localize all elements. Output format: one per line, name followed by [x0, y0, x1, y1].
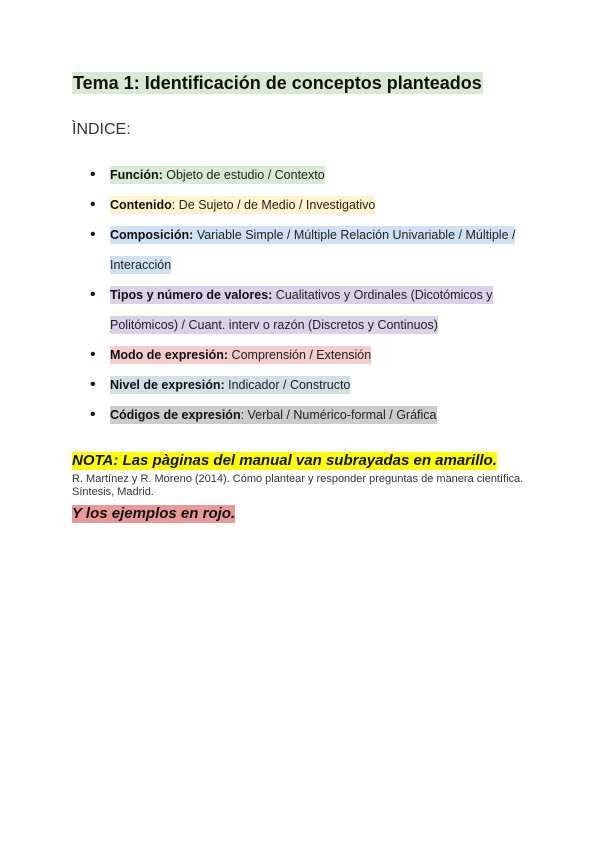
- list-item-label: Función:: [110, 168, 163, 182]
- bibliographic-reference: R. Martínez y R. Moreno (2014). Cómo plantear y responder preguntas de manera científica. Síntesis, Madrid.: [72, 473, 524, 498]
- list-item-contenido: [90, 190, 540, 220]
- list-item-highlight: [110, 196, 375, 214]
- list-item-text: Objeto de estudio / Contexto: [162, 168, 325, 182]
- list-item-modo-expresion: [90, 340, 540, 370]
- list-item-highlight: [110, 286, 493, 334]
- list-item-label: Composición:: [110, 228, 194, 242]
- list-item-label: Contenido: [110, 198, 172, 212]
- list-item-text: : De Sujeto / de Medio / Investigativo: [171, 198, 376, 212]
- list-item-composicion: [90, 220, 540, 280]
- list-item-text: : Verbal / Numérico-formal / Gráfica: [240, 408, 437, 422]
- list-item-label: Tipos y número de valores:: [110, 288, 273, 302]
- list-item-highlight: [110, 226, 515, 274]
- list-item-highlight: [110, 406, 437, 424]
- list-item-text: Comprensión / Extensión: [228, 348, 372, 362]
- list-item-text: Cualitativos y Ordinales (Dicotómicos y Politómicos) / Cuant. interv o razón (Discretos y Continuos): [110, 288, 493, 332]
- note-yellow-pages: NOTA: Las pàginas del manual van subrayadas en amarillo.: [72, 452, 497, 469]
- list-item-highlight: [110, 346, 371, 364]
- list-item-label: Nivel de expresión:: [110, 378, 225, 392]
- list-item-nivel-expresion: [90, 370, 540, 400]
- page-title: Tema 1: Identificación de conceptos planteados: [73, 73, 482, 93]
- index-heading: ÌNDICE:: [72, 121, 131, 138]
- list-item-highlight: [110, 376, 350, 394]
- list-item-tipos-valores: [90, 280, 540, 340]
- list-item-text: Variable Simple / Múltiple Relación Univariable / Múltiple / Interacción: [110, 228, 516, 272]
- note-red-examples: Y los ejemplos en rojo.: [72, 505, 236, 522]
- index-list: [90, 160, 540, 430]
- list-item-label: Códigos de expresión: [110, 408, 241, 422]
- list-item-label: Modo de expresión:: [110, 348, 229, 362]
- list-item-highlight: [110, 166, 325, 184]
- list-item-text: Indicador / Constructo: [224, 378, 351, 392]
- list-item-codigos-expresion: [90, 400, 540, 430]
- list-item-funcion: [90, 160, 540, 190]
